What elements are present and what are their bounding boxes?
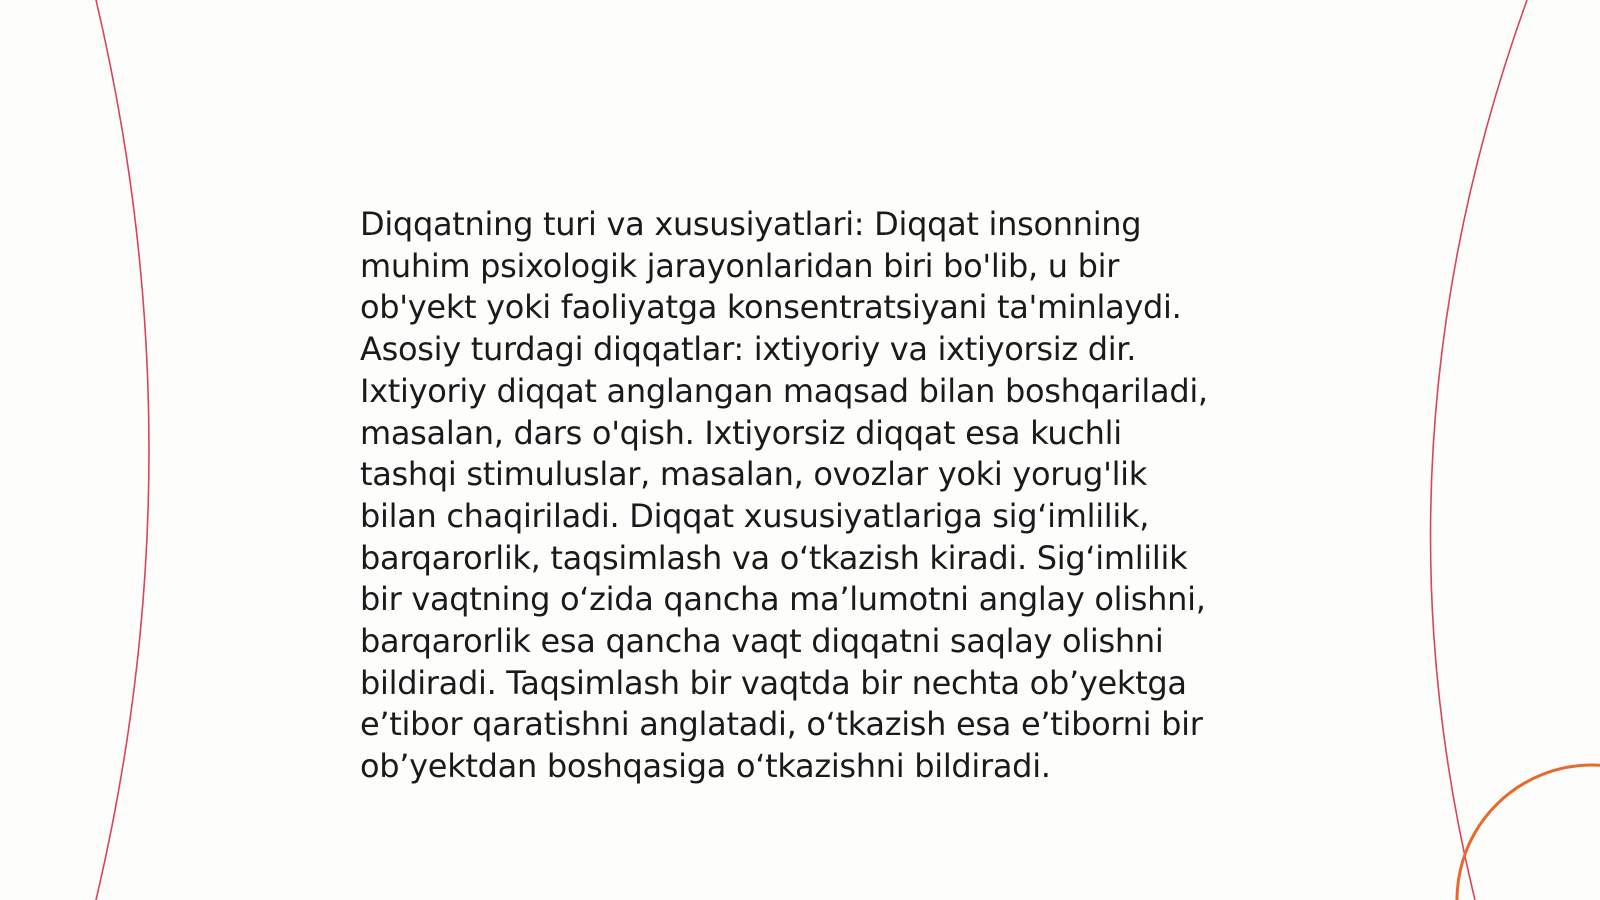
orange-accent-circle — [1457, 765, 1600, 900]
body-paragraph: Diqqatning turi va xususiyatlari: Diqqat insonning muhim psixologik jarayonlaridan biri bo'lib, u bir ob'yekt yoki faoliyatga konsentratsiyani ta'minlaydi. Asosiy turdagi diqqatlar: ixtiyoriy va ixtiyorsiz dir. Ixtiyoriy diqqat anglangan maqsad bilan boshqariladi, masalan, dars o'qish. Ixtiyorsiz diqqat esa kuchli tashqi stimuluslar, masalan, ovozlar yoki yorug'lik bilan chaqiriladi. Diqqat xususiyatlariga sig‘imlilik, barqarorlik, taqsimlash va o‘tkazish kiradi. Sig‘imlilik bir vaqtning o‘zida qancha ma’lumotni anglay olishni, barqarorlik esa qancha vaqt diqqatni saqlay olishni bildiradi. Taqsimlash bir vaqtda bir nechta ob’yektga e’tibor qaratishni anglatadi, o‘tkazish esa e’tiborni bir ob’yektdan boshqasiga o‘tkazishni bildiradi. — [360, 205, 1208, 786]
right-curve — [1431, 0, 1527, 900]
left-curve — [96, 0, 149, 900]
